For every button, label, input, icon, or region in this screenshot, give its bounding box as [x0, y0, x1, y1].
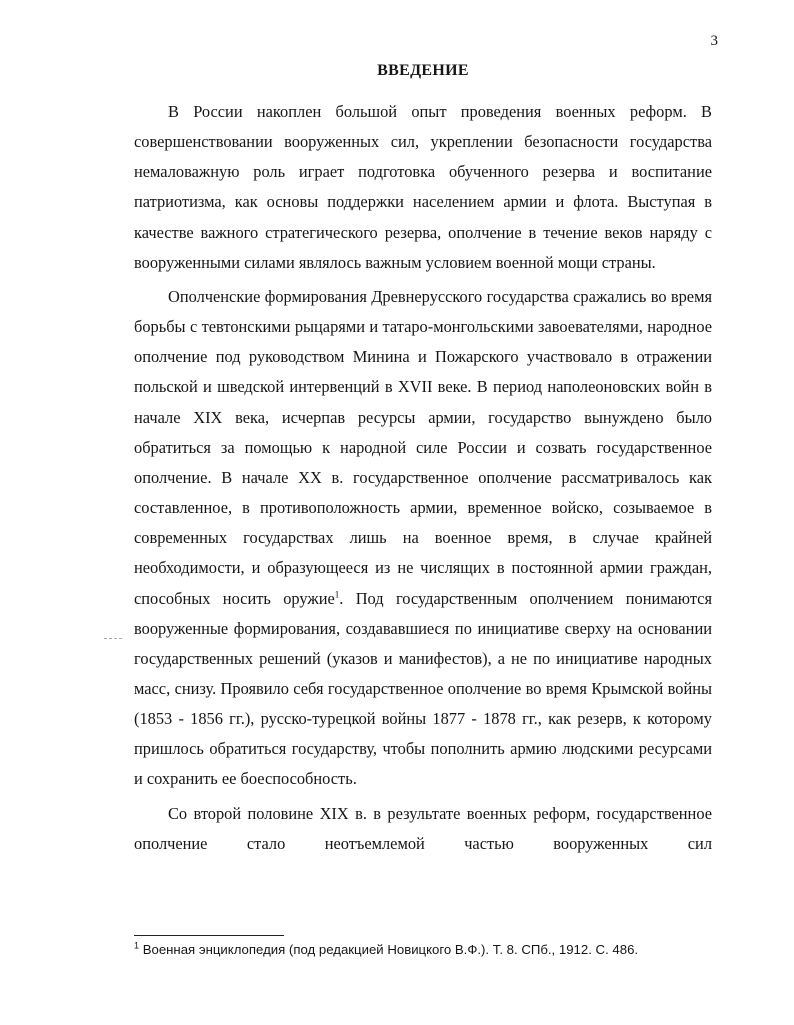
- footnote-reference[interactable]: 1: [334, 589, 340, 600]
- footnote: [134, 942, 724, 957]
- footnote-marker: 1: [134, 940, 140, 951]
- paragraph-militia-history-part1: Ополченские формирования Древнерусского государства сражались во время борьбы с тевтонскими рыцарями и татаро-монгольскими завоевателями, народное ополчение под руководством Минина и Пожарского участвовало в отражении польской и шведской интервенций в XVII веке. В период наполеоновских войн в начале XIX века, исчерпав ресурсы армии, государство вынуждено было обратиться за помощью к народной силе России и созвать государственное ополчение. В начале XX в. государственное ополчение рассматривалось как составленное, в противоположность армии, временное войско, созываемое в современных государствах лишь на военное время, в случае крайней необходимости, и образующееся из не числящих в постоянной армии граждан, способных носить оружие: [134, 286, 712, 608]
- footnote-text: Военная энциклопедия (под редакцией Новицкого В.Ф.). Т. 8. СПб., 1912. С. 486.: [142, 942, 639, 957]
- paragraph-intro: В России накоплен большой опыт проведения военных реформ. В совершенствовании вооруженных сил, укреплении безопасности государства немаловажную роль играет подготовка обученного резерва и воспитание патриотизма, как основы поддержки населением армии и флота. Выступая в качестве важного стратегического резерва, ополчение в течение веков наряду с вооруженными силами являлось важным условием военной мощи страны.: [134, 102, 712, 272]
- paragraph-military-reforms: Со второй половине XIX в. в результате военных реформ, государственное ополчение стало неотъемлемой частью вооруженных сил: [134, 803, 712, 853]
- page-title: ВВЕДЕНИЕ: [377, 62, 469, 79]
- paragraph-militia-history-part2: . Под государственным ополчением понимаются вооруженные формирования, создававшиеся по инициативе сверху на основании государственных решений (указов и манифестов), а не по инициативе народных масс, снизу. Проявило себя государственное ополчение во время Крымской войны (1853 - 1856 гг.), русско-турецкой войны 1877 - 1878 гг., как резерв, к которому пришлось обратиться государству, чтобы пополнить армию людскими ресурсами и сохранить ее боеспособность.: [134, 588, 712, 789]
- paragraph-militia-history: [134, 282, 712, 795]
- footnote-divider: [134, 935, 284, 936]
- body-text: [134, 97, 712, 859]
- scan-artifact-line: [104, 638, 122, 639]
- page-number: 3: [710, 33, 718, 49]
